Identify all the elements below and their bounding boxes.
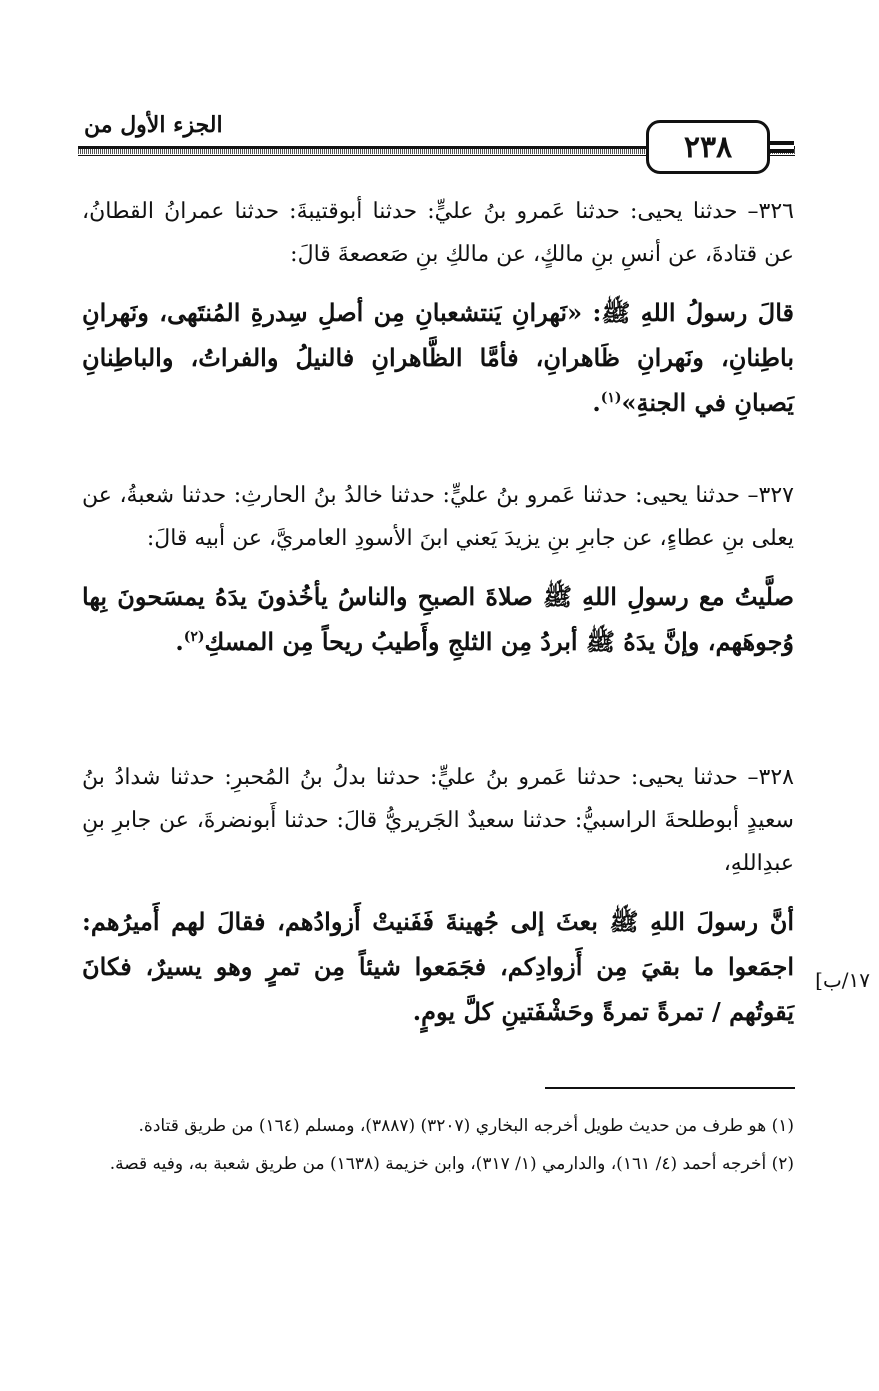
matn-text: صلَّيتُ مع رسولِ اللهِ ﷺ صلاةَ الصبحِ والناسُ يأخُذونَ يدَهُ يمسَحونَ بِها وُجوهَهم، وإنَّ يدَهُ ﷺ أبردُ مِن الثلجِ وأَطيبُ ريحاً مِن المسكِ <box>82 582 794 656</box>
hadith-isnad: ٣٢٦– حدثنا يحيى: حدثنا عَمرو بنُ عليٍّ: حدثنا أبوقتيبةَ: حدثنا عمرانُ القطانُ، عن قتادةَ، عن أنسِ بنِ مالكٍ، عن مالكِ بنِ صَعصعةَ قالَ: <box>82 199 794 267</box>
hadith-327 <box>82 474 794 664</box>
footnote-2: (٢) أخرجه أحمد (٤/ ١٦١)، والدارمي (١/ ٣١٧)، وابن خزيمة (١٦٣٨) من طريق شعبة به، وفيه قصة. <box>109 1154 794 1174</box>
footnote-ref: (٢) <box>183 629 205 645</box>
hadith-matn <box>82 574 794 664</box>
manuscript-folio-note: ١٧/ب] <box>815 968 870 992</box>
hadith-328 <box>82 756 794 1034</box>
page-number: ٢٣٨ <box>646 120 770 174</box>
footnote-separator <box>545 1087 795 1089</box>
hadith-matn: أنَّ رسولَ اللهِ ﷺ بعثَ إلى جُهينةَ فَفَنيتْ أَزوادُهم، فقالَ لهم أَميرُهم: اجمَعوا ما بقيَ مِن أَزوادِكم، فجَمَعوا شيئاً مِن تمرٍ وهو يسيرٌ، فكانَ يَقوتُهم / تمرةً تمرةً وحَشْفَتينِ كلَّ يومٍ. <box>82 907 795 1026</box>
footnotes <box>82 1110 794 1186</box>
matn-end: . <box>175 627 184 656</box>
hadith-326 <box>82 190 794 425</box>
footnote-1: (١) هو طرف من حديث طويل أخرجه البخاري (٣٢٠٧) (٣٨٨٧)، ومسلم (١٦٤) من طريق قتادة. <box>138 1116 794 1136</box>
matn-end: . <box>592 388 601 417</box>
footnote-ref: (١) <box>600 390 622 406</box>
hadith-isnad: ٣٢٧– حدثنا يحيى: حدثنا عَمرو بنُ عليٍّ: حدثنا خالدُ بنُ الحارثِ: حدثنا شعبةُ، عن يعلى بنِ عطاءٍ، عن جابرِ بنِ يزيدَ يَعني ابنَ الأسودِ العامريَّ، عن أبيه قالَ: <box>82 483 794 551</box>
running-title: الجزء الأول من <box>84 112 223 138</box>
hadith-isnad: ٣٢٨– حدثنا يحيى: حدثنا عَمرو بنُ عليٍّ: حدثنا بدلُ بنُ المُحبرِ: حدثنا شدادُ بنُ سعيدٍ أبوطلحةَ الراسبيُّ: حدثنا سعيدٌ الجَريريُّ قالَ: حدثنا أَبونضرةَ، عن جابرِ بنِ عبدِاللهِ، <box>82 765 794 876</box>
hadith-matn <box>82 290 794 425</box>
matn-text: قالَ رسولُ اللهِ ﷺ: «نَهرانِ يَنتشعبانِ مِن أصلِ سِدرةِ المُنتَهى، ونَهرانِ باطِنانِ، ونَهرانِ ظَاهرانِ، فأمَّا الظَّاهرانِ فالنيلُ والفراتُ، والباطِنانِ يَصبانِ في الجنةِ» <box>82 298 794 417</box>
